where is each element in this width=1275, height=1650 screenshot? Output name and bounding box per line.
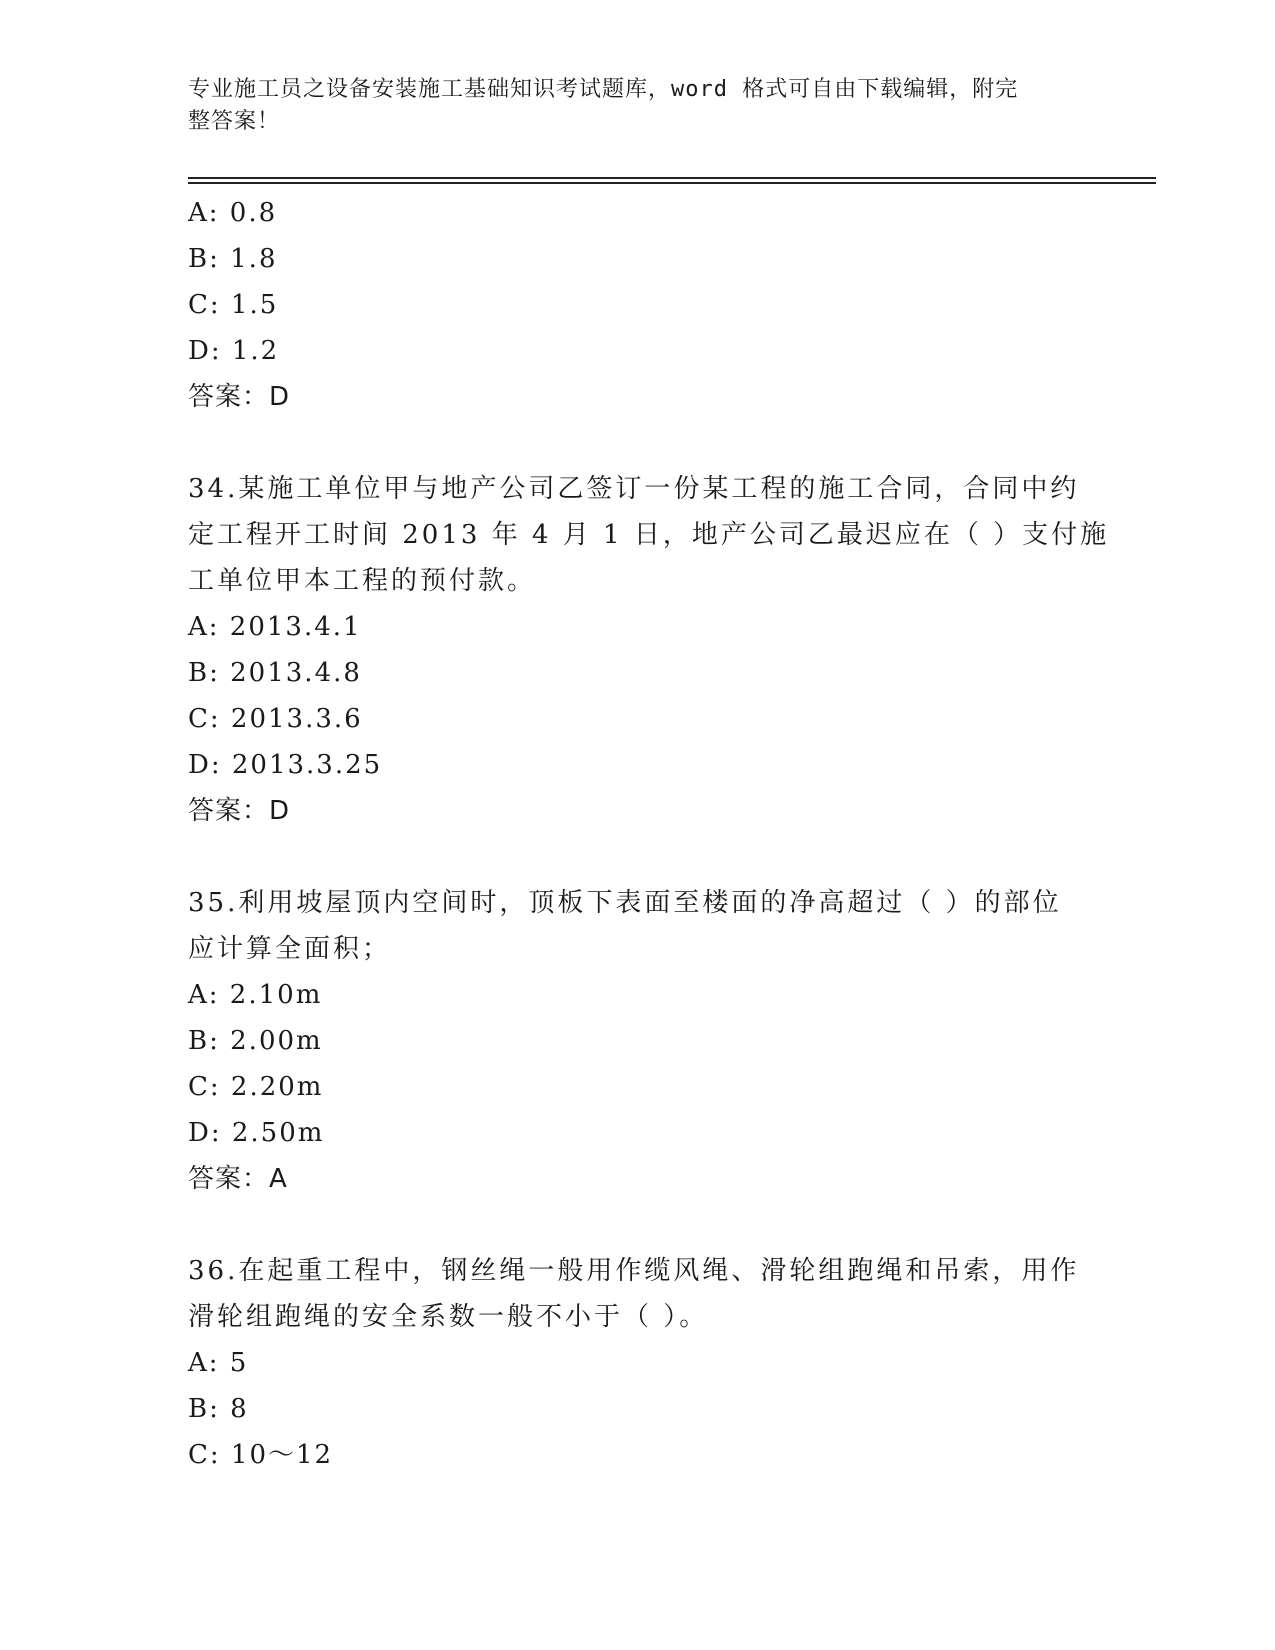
option-b: B: 2013.4.8: [188, 658, 362, 688]
option-c: C: 2.20m: [188, 1072, 324, 1102]
option-c: C: 1.5: [188, 290, 279, 320]
question-text-line: 36.在起重工程中，钢丝绳一般用作缆风绳、滑轮组跑绳和吊索，用作: [188, 1256, 1080, 1286]
question-content: [188, 190, 1110, 1478]
option-b: B: 1.8: [188, 244, 278, 274]
option-a: A: 2013.4.1: [188, 612, 362, 642]
question-text-line: 35.利用坡屋顶内空间时，顶板下表面至楼面的净高超过（ ）的部位: [188, 888, 1062, 918]
spacer: [188, 420, 1088, 466]
answer-line: 答案：A: [188, 1164, 288, 1194]
option-c: C: 10～12: [188, 1440, 334, 1470]
question-36: [188, 1248, 1088, 1478]
option-a: A: 5: [188, 1348, 249, 1378]
option-d: D: 2.50m: [188, 1118, 325, 1148]
header-line-2: 整答案！: [188, 109, 281, 134]
option-b: B: 2.00m: [188, 1026, 323, 1056]
option-d: D: 1.2: [188, 336, 280, 366]
header-divider-bottom: [188, 182, 1156, 184]
option-d: D: 2013.3.25: [188, 750, 383, 780]
answer-line: 答案：D: [188, 796, 291, 826]
header-divider-top: [188, 177, 1156, 179]
question-text-line: 34.某施工单位甲与地产公司乙签订一份某工程的施工合同，合同中约: [188, 474, 1080, 504]
answer-line: 答案：D: [188, 382, 291, 412]
question-text-line: 滑轮组跑绳的安全系数一般不小于（ ）。: [188, 1302, 709, 1332]
option-a: A: 0.8: [188, 198, 278, 228]
header-line-1: 专业施工员之设备安装施工基础知识考试题库，word 格式可自由下载编辑，附完: [188, 77, 1019, 102]
question-text-line: 定工程开工时间 2013 年 4 月 1 日，地产公司乙最迟应在（ ）支付施: [188, 520, 1110, 550]
spacer: [188, 834, 1088, 880]
question-34: [188, 466, 1110, 834]
document-header: [188, 74, 1068, 138]
option-a: A: 2.10m: [188, 980, 323, 1010]
question-35: [188, 880, 1088, 1202]
option-c: C: 2013.3.6: [188, 704, 363, 734]
option-b: B: 8: [188, 1394, 249, 1424]
spacer: [188, 1202, 1088, 1248]
question-33: [188, 190, 1088, 420]
question-text-line: 应计算全面积；: [188, 934, 392, 964]
question-text-line: 工单位甲本工程的预付款。: [188, 566, 537, 596]
